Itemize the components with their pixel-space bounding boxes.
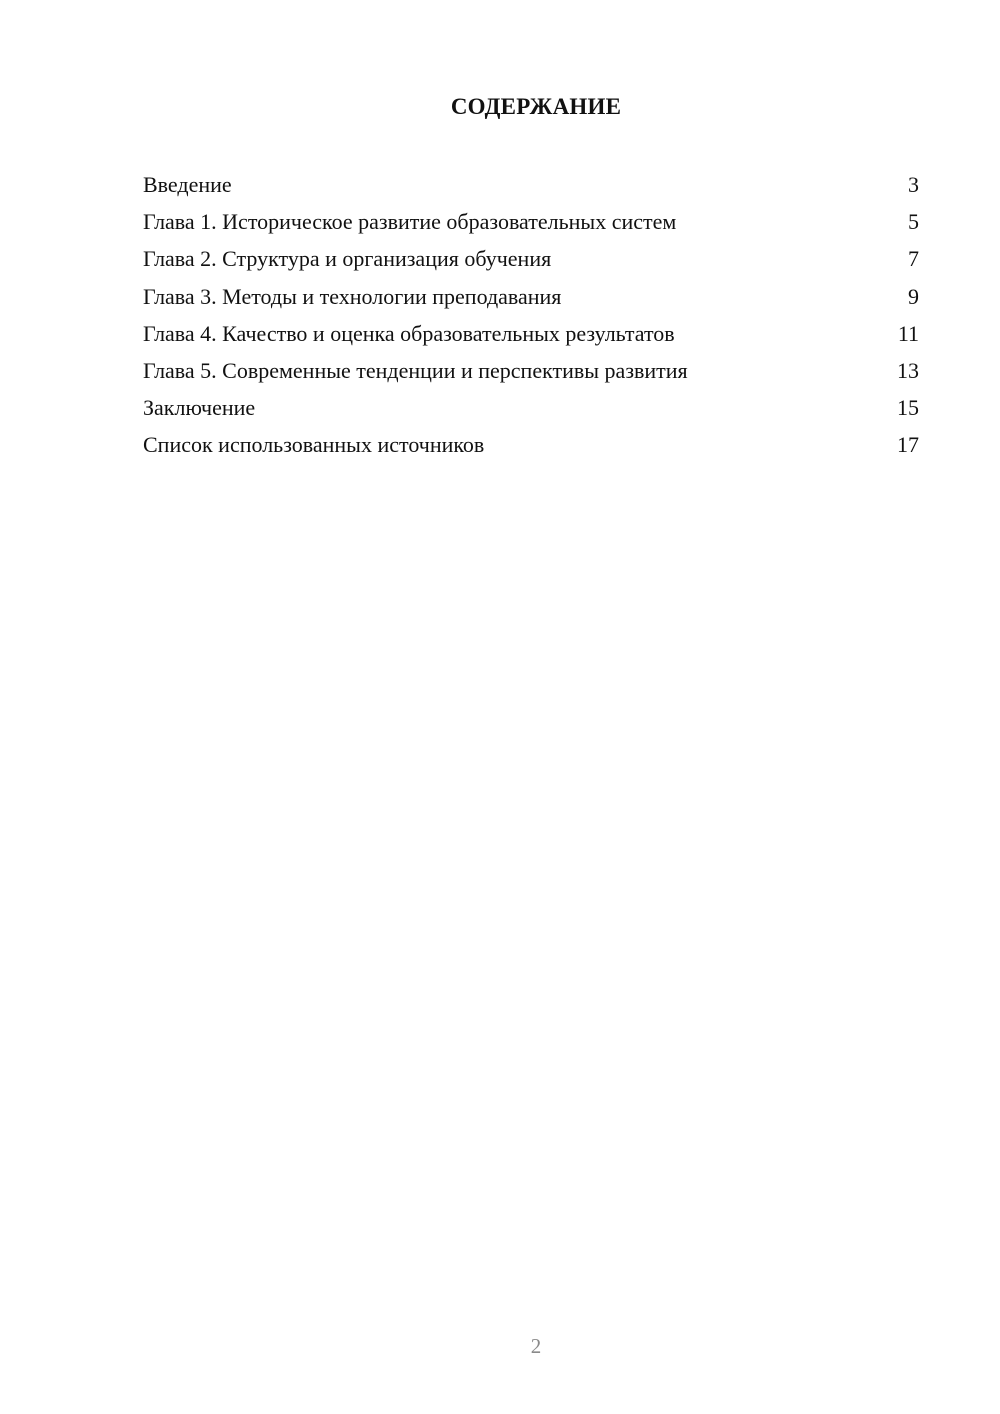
toc-item-label: Введение [143,172,232,197]
toc-item-introduction [143,170,919,207]
toc-item-label: Глава 3. Методы и технологии преподавания [143,283,562,309]
toc-item-page: 9 [908,283,919,309]
toc-item-chapter-2 [143,244,919,281]
toc-item-label: Глава 4. Качество и оценка образовательных результатов [143,320,675,346]
toc-item-conclusion [143,393,919,430]
toc-item-label: Глава 2. Структура и организация обучения [143,246,552,272]
toc-item-page: 3 [908,172,919,197]
toc-item-page: 15 [897,395,919,421]
toc-item-page: 5 [908,209,919,235]
toc-item-references [143,430,919,467]
toc-item-label: Заключение [143,395,256,421]
page-title: СОДЕРЖАНИЕ [450,94,622,119]
toc-item-label: Глава 1. Историческое развитие образовательных систем [143,209,677,235]
toc-item-page: 13 [897,357,919,383]
table-of-contents [143,170,919,468]
toc-item-page: 7 [908,246,919,272]
toc-item-chapter-1 [143,207,919,244]
toc-item-page: 17 [897,432,919,458]
toc-item-chapter-3 [143,282,919,319]
toc-item-chapter-5 [143,356,919,393]
page-number: 2 [530,1334,542,1358]
toc-item-label: Глава 5. Современные тенденции и перспективы развития [143,357,688,383]
toc-item-label: Список использованных источников [143,432,485,458]
toc-item-chapter-4 [143,319,919,356]
toc-item-page: 11 [897,320,919,346]
